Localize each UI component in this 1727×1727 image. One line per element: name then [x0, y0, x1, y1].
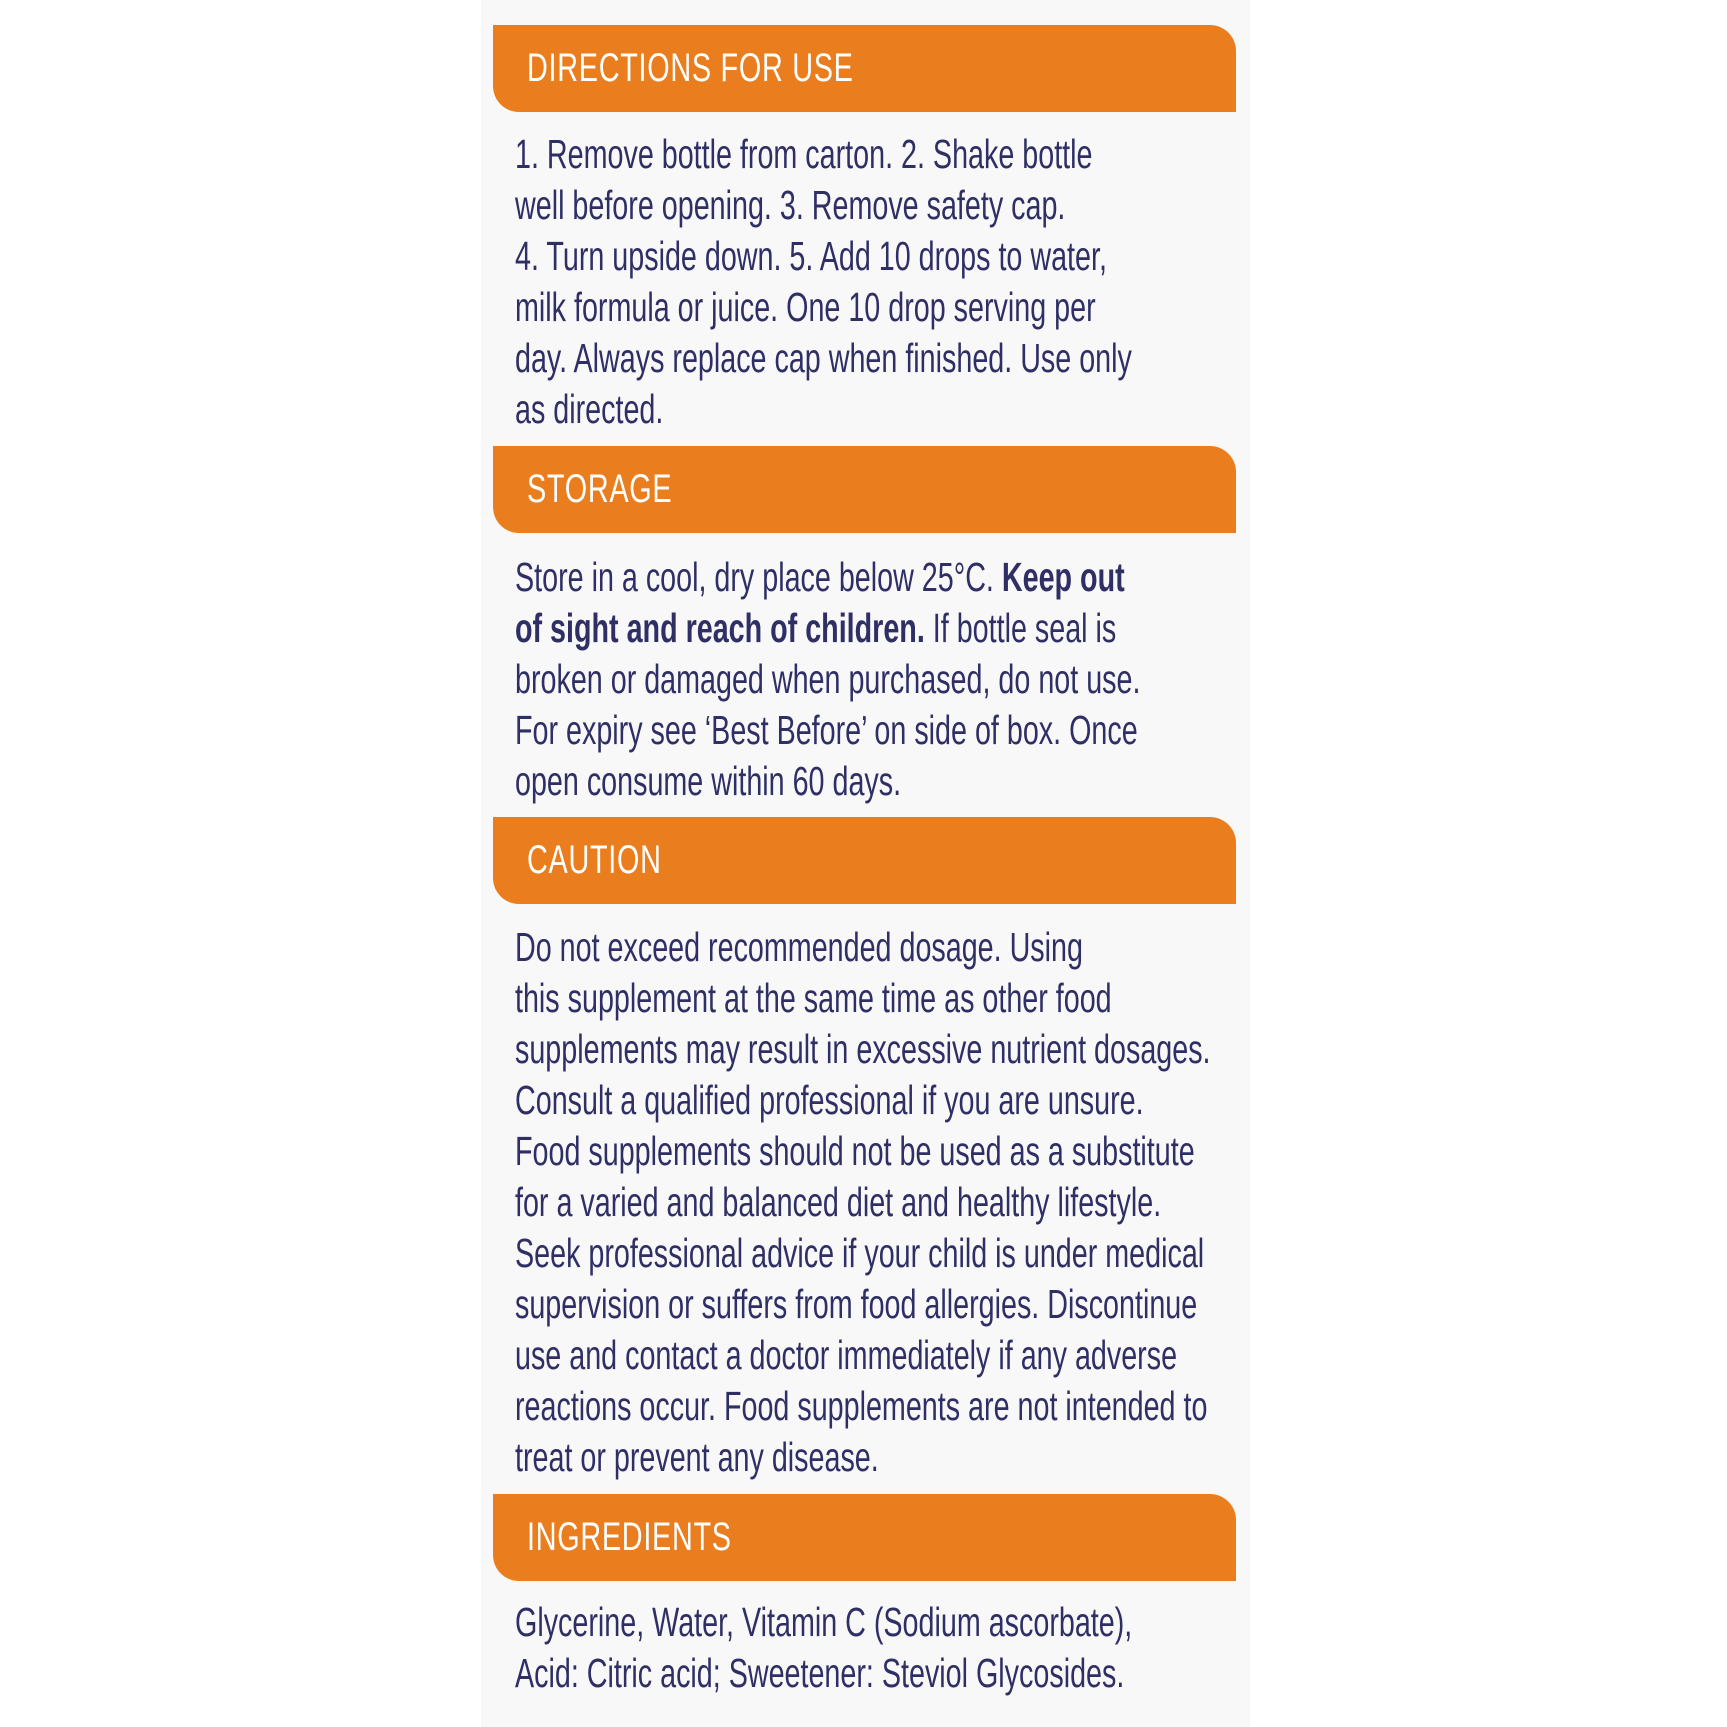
- ingredients-line: Acid: Citric acid; Sweetener: Steviol Glycosides.: [515, 1650, 1125, 1696]
- caution-line: Do not exceed recommended dosage. Using: [515, 924, 1083, 970]
- storage-plain-text: Store in a cool, dry place below 25°C.: [515, 554, 1002, 600]
- directions-header: [493, 25, 1236, 112]
- directions-line: 1. Remove bottle from carton. 2. Shake bottle: [515, 131, 1093, 177]
- directions-title: DIRECTIONS FOR USE: [527, 46, 854, 90]
- storage-line: broken or damaged when purchased, do not use.: [515, 656, 1141, 702]
- storage-line: open consume within 60 days.: [515, 758, 902, 804]
- storage-plain-text: If bottle seal is: [924, 605, 1117, 651]
- storage-line: For expiry see ‘Best Before’ on side of box. Once: [515, 707, 1138, 753]
- directions-line: day. Always replace cap when finished. Use only: [515, 335, 1132, 381]
- directions-line: 4. Turn upside down. 5. Add 10 drops to water,: [515, 233, 1107, 279]
- caution-line: supervision or suffers from food allergies. Discontinue: [515, 1281, 1198, 1327]
- caution-line: Seek professional advice if your child is under medical: [515, 1230, 1205, 1276]
- directions-text: [515, 129, 1215, 435]
- caution-line: supplements may result in excessive nutrient dosages.: [515, 1026, 1211, 1072]
- ingredients-header: [493, 1494, 1236, 1581]
- caution-line: reactions occur. Food supplements are not intended to: [515, 1383, 1208, 1429]
- storage-line: [515, 552, 1215, 603]
- caution-header: [493, 817, 1236, 904]
- caution-line: this supplement at the same time as other food: [515, 975, 1112, 1021]
- ingredients-title: INGREDIENTS: [527, 1515, 732, 1559]
- storage-line: [515, 603, 1215, 654]
- directions-line: well before opening. 3. Remove safety cap.: [515, 182, 1066, 228]
- storage-warning-bold: of sight and reach of children.: [515, 605, 925, 651]
- storage-header: [493, 446, 1236, 533]
- caution-line: Food supplements should not be used as a substitute: [515, 1128, 1195, 1174]
- caution-text: [515, 922, 1215, 1483]
- ingredients-text: [515, 1597, 1215, 1699]
- storage-text: [515, 552, 1215, 807]
- caution-line: treat or prevent any disease.: [515, 1434, 879, 1480]
- caution-line: use and contact a doctor immediately if any adverse: [515, 1332, 1178, 1378]
- directions-line: as directed.: [515, 386, 664, 432]
- caution-line: Consult a qualified professional if you are unsure.: [515, 1077, 1144, 1123]
- ingredients-line: Glycerine, Water, Vitamin C (Sodium ascorbate),: [515, 1599, 1133, 1645]
- storage-title: STORAGE: [527, 467, 673, 511]
- caution-title: CAUTION: [527, 838, 662, 882]
- caution-line: for a varied and balanced diet and healthy lifestyle.: [515, 1179, 1162, 1225]
- directions-line: milk formula or juice. One 10 drop serving per: [515, 284, 1096, 330]
- storage-warning-bold: Keep out: [1001, 554, 1125, 600]
